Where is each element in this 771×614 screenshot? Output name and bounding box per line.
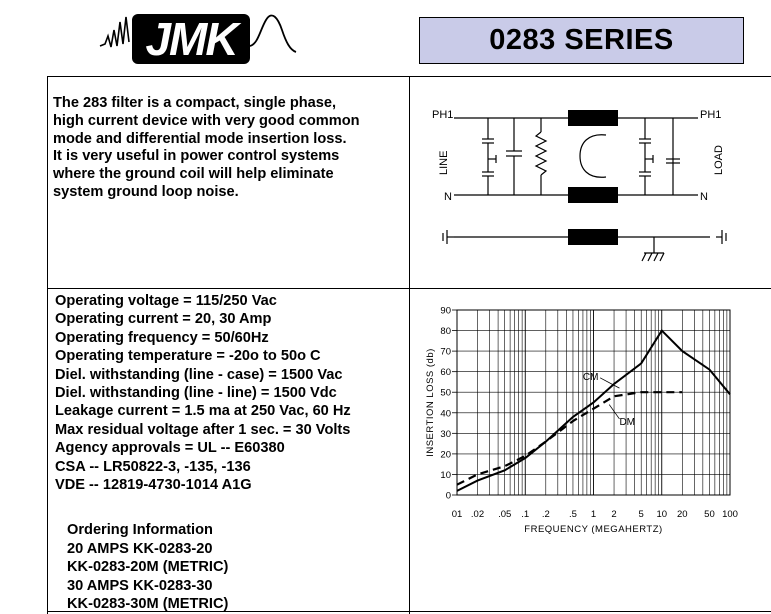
y-tick-label: 10: [440, 469, 451, 481]
spec-line: Operating frequency = 50/60Hz: [55, 329, 269, 346]
spec-line: CSA -- LR50822-3, -135, -136: [55, 458, 251, 475]
ordering-item: KK-0283-20M (METRIC): [67, 559, 229, 575]
ordering-item: KK-0283-30M (METRIC): [67, 596, 229, 612]
x-tick-label: 5: [638, 509, 644, 520]
description-line: system ground loop noise.: [53, 183, 239, 200]
spec-line: VDE -- 12819-4730-1014 A1G: [55, 477, 252, 494]
jmk-logo: [98, 8, 298, 70]
spec-line: Diel. withstanding (line - line) = 1500 Vdc: [55, 385, 337, 402]
description-line: high current device with very good common: [53, 112, 360, 129]
filter-schematic: [410, 77, 770, 287]
x-tick-label: 50: [704, 509, 715, 520]
x-tick-label: .2: [541, 509, 550, 520]
spec-line: Diel. withstanding (line - case) = 1500 Vac: [55, 366, 343, 383]
spec-line: Operating current = 20, 30 Amp: [55, 311, 272, 328]
ordering-information: [67, 521, 397, 614]
n-left-label: N: [444, 191, 452, 203]
y-tick-label: 50: [440, 387, 451, 399]
description-line: The 283 filter is a compact, single phase,: [53, 95, 337, 111]
logo-lettering: JMK: [145, 13, 237, 65]
ph1-left-label: PH1: [432, 109, 454, 121]
spec-line: Operating voltage = 115/250 Vac: [55, 293, 277, 309]
y-tick-label: 0: [445, 490, 451, 502]
y-tick-label: 30: [440, 428, 451, 440]
description-line: It is very useful in power control systems: [53, 148, 340, 165]
description-line: where the ground coil will help eliminate: [53, 166, 334, 183]
y-tick-label: 40: [440, 408, 451, 420]
y-tick-label: 60: [440, 367, 451, 379]
spec-line: Leakage current = 1.5 ma at 250 Vac, 60 Hz: [55, 403, 351, 420]
x-tick-label: .5: [568, 509, 577, 520]
y-tick-label: 80: [440, 326, 451, 338]
cm-series-label: CM: [582, 371, 599, 383]
x-tick-label: 100: [722, 509, 738, 520]
ordering-item: 30 AMPS KK-0283-30: [67, 577, 213, 594]
insertion-loss-chart: [412, 292, 768, 548]
spec-line: Agency approvals = UL -- E60380: [55, 440, 285, 457]
product-description: [53, 95, 403, 202]
x-tick-label: .02: [470, 509, 485, 520]
x-tick-label: .05: [498, 509, 512, 520]
x-tick-label: 10: [656, 509, 668, 520]
y-tick-label: 20: [440, 449, 451, 461]
table-left-border: [47, 76, 48, 614]
specifications-list: [55, 292, 407, 494]
y-tick-label: 90: [440, 305, 451, 317]
dm-series-label: DM: [619, 417, 636, 429]
x-axis-label: FREQUENCY (MEGAHERTZ): [524, 524, 663, 535]
x-tick-label: 20: [677, 509, 688, 520]
spec-line: Max residual voltage after 1 sec. = 30 Volts: [55, 421, 351, 438]
x-tick-label: 2: [611, 509, 617, 520]
n-right-label: N: [700, 191, 708, 203]
series-title: 0283 SERIES: [419, 17, 744, 64]
description-line: mode and differential mode insertion loss.: [53, 130, 347, 147]
x-tick-label: 01: [451, 509, 463, 520]
ph1-right-label: PH1: [700, 109, 722, 121]
x-tick-label: 1: [590, 509, 597, 520]
y-tick-label: 70: [440, 346, 451, 358]
dm-series-line: [457, 392, 682, 485]
y-axis-label: INSERTION LOSS (db): [425, 348, 436, 457]
ordering-item: 20 AMPS KK-0283-20: [67, 540, 213, 557]
line-label: LINE: [438, 150, 450, 175]
ordering-title: Ordering Information: [67, 522, 213, 538]
load-label: LOAD: [713, 145, 725, 175]
spec-line: Operating temperature = -20o to 50o C: [55, 348, 321, 365]
x-tick-label: .1: [521, 509, 530, 520]
